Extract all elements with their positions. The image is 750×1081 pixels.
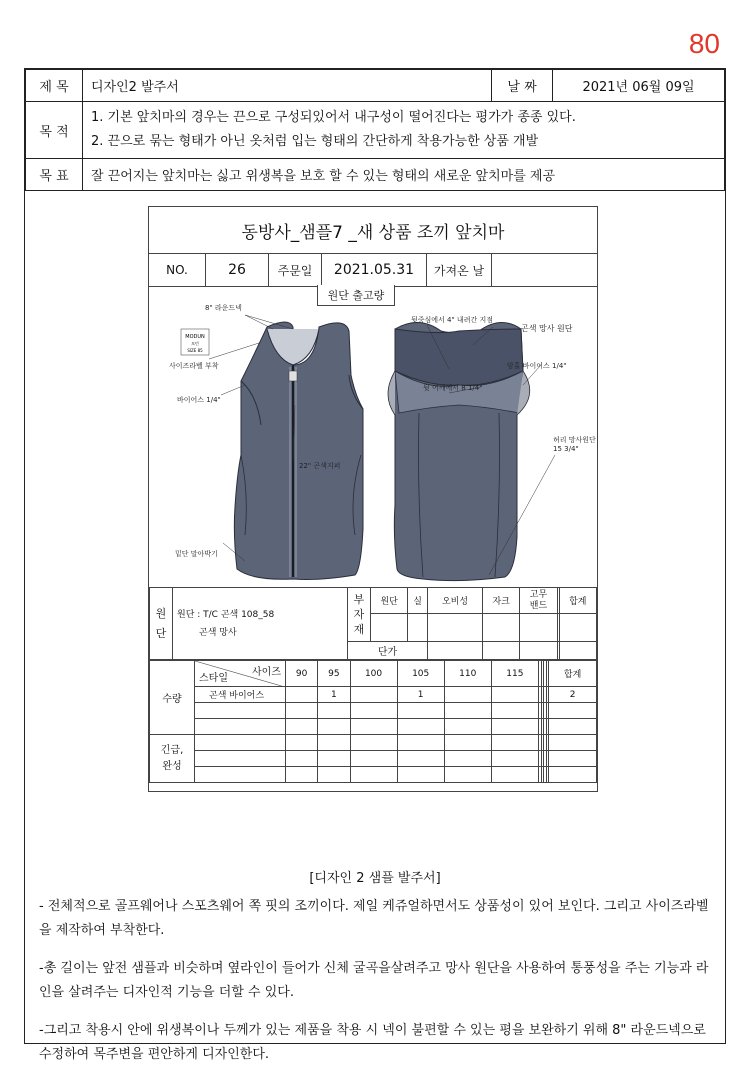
header-table — [25, 69, 725, 191]
label-waist-size: 15 3/4" — [553, 445, 579, 453]
note-1: - 전체적으로 골프웨어나 스포츠웨어 쪽 핏의 조끼이다. 제일 케쥬얼하면서도 상품성이 있어 보인다. 그리고 사이즈라벨을 제작하여 부착한다. — [39, 899, 709, 938]
quantity-label: 수량 — [150, 661, 195, 735]
fabric-line-1: 원단 : T/C 곤색 108_58 — [177, 609, 275, 620]
purpose-value — [83, 102, 725, 159]
row-style: 곤색 바이어스 — [195, 687, 286, 703]
received-label: 가져온 날 — [427, 254, 492, 286]
no-label: NO. — [149, 254, 206, 286]
order-date-label: 주문일 — [269, 254, 322, 286]
sheet-lower — [149, 587, 597, 783]
urgent-label: 긴급, 완성 — [150, 735, 195, 783]
trim-col-4: 고무 밴드 — [520, 588, 557, 614]
size-col-4: 110 — [444, 661, 491, 687]
page-number: 80 — [688, 28, 720, 59]
trim-col-2: 오비성 — [428, 588, 483, 614]
label-back-shoulder: 뒷 어깨에서 8 1/4" — [423, 384, 483, 392]
size-col-2: 100 — [350, 661, 397, 687]
label-back-center: 뒷중심에서 4" 내려간 지점 — [411, 316, 493, 324]
style-label: 스타일 — [199, 673, 228, 684]
notes — [39, 895, 719, 1081]
purpose-line-1: 1. 기본 앞치마의 경우는 끈으로 구성되있어서 내구성이 떨어진다는 평가가 종종 있다. — [91, 110, 576, 125]
goal-label: 목 표 — [26, 159, 83, 191]
title-label: 제 목 — [26, 70, 83, 102]
size-col-3: 105 — [397, 661, 444, 687]
qty-3: 1 — [397, 687, 444, 703]
goal-value: 잘 끈어지는 앞치마는 싫고 위생복을 보호 할 수 있는 형태의 새로운 앞치마를 제공 — [83, 159, 725, 191]
qty-1: 1 — [318, 687, 350, 703]
sheet-caption: [디자인 2 샘플 발주서] — [309, 871, 441, 886]
trims-label: 부 자 재 — [348, 588, 371, 642]
logo-size: SIZE 85 — [187, 348, 203, 353]
date-value: 2021년 06월 09일 — [553, 70, 725, 102]
label-zipper: 22" 곤색지퍼 — [299, 462, 341, 470]
quantity-table — [149, 660, 597, 783]
qty-5 — [491, 687, 538, 703]
size-label-logo — [181, 329, 209, 355]
trim-col-1: 실 — [408, 588, 428, 614]
fabric-out-label: 원단 출고량 — [317, 285, 395, 306]
fabric-line-2: 곤색 망사 — [199, 627, 237, 638]
qty-10: 2 — [549, 687, 597, 703]
size-style-header — [195, 661, 286, 687]
no-value: 26 — [206, 254, 269, 286]
trim-col-3: 자크 — [482, 588, 519, 614]
sheet-info-row — [149, 254, 597, 287]
qty-4 — [444, 687, 491, 703]
order-date-value: 2021.05.31 — [322, 254, 427, 286]
size-label: 사이즈 — [252, 667, 281, 678]
fabric-label: 원 단 — [150, 588, 173, 660]
received-value — [492, 254, 597, 286]
label-armhole: 암홀 바이어스 1/4" — [507, 362, 567, 370]
order-sheet — [148, 206, 598, 792]
label-hem: 밑단 말아박기 — [175, 550, 218, 558]
title-value: 디자인2 발주서 — [83, 70, 492, 102]
vest-front — [234, 322, 363, 580]
qty-2 — [350, 687, 397, 703]
purpose-line-2: 2. 끈으로 묶는 형태가 아닌 옷처럼 입는 형태의 간단하게 착용가능한 상품 개발 — [91, 134, 539, 149]
fabric-trim-table — [149, 587, 597, 660]
size-col-0: 90 — [286, 661, 318, 687]
unit-price-label: 단가 — [348, 642, 428, 660]
size-col-10: 합계 — [549, 661, 597, 687]
label-bias: 바이어스 1/4" — [177, 396, 221, 404]
sheet-title: 동방사_샘플7 _새 상품 조끼 앞치마 — [149, 207, 597, 254]
label-round-neck: 8" 라운드넥 — [205, 304, 242, 312]
purpose-label: 목 적 — [26, 102, 83, 159]
note-2: -총 길이는 앞전 샘플과 비슷하며 옆라인이 들어가 신체 굴곡을살려주고 망사 원단을 사용하여 통풍성을 주는 기능과 라인을 살려주는 디자인적 기능을 더할 수 있다. — [39, 961, 709, 1000]
note-3: -그리고 착용시 안에 위생복이나 두께가 있는 제품을 착용 시 넥이 불편할 수 있는 평을 보완하기 위해 8" 라운드넥으로 수정하여 목주변을 편안하게 디자인한다. — [39, 1023, 706, 1062]
label-mesh: 곤색 망사 원단 — [521, 324, 573, 333]
trim-col-0: 원단 — [371, 588, 408, 614]
fabric-desc — [173, 588, 348, 660]
trim-col-6: 합계 — [559, 588, 596, 614]
logo-sub: 모던 — [191, 341, 199, 346]
date-label: 날 짜 — [492, 70, 553, 102]
vest-drawing — [149, 285, 597, 588]
size-col-5: 115 — [491, 661, 538, 687]
logo-brand: MODUN — [185, 334, 205, 340]
label-size-attach: 사이즈라벨 부착 — [169, 362, 219, 370]
qty-0 — [286, 687, 318, 703]
size-col-1: 95 — [318, 661, 350, 687]
label-waist-mesh: 허리 망사원단 — [553, 436, 596, 444]
